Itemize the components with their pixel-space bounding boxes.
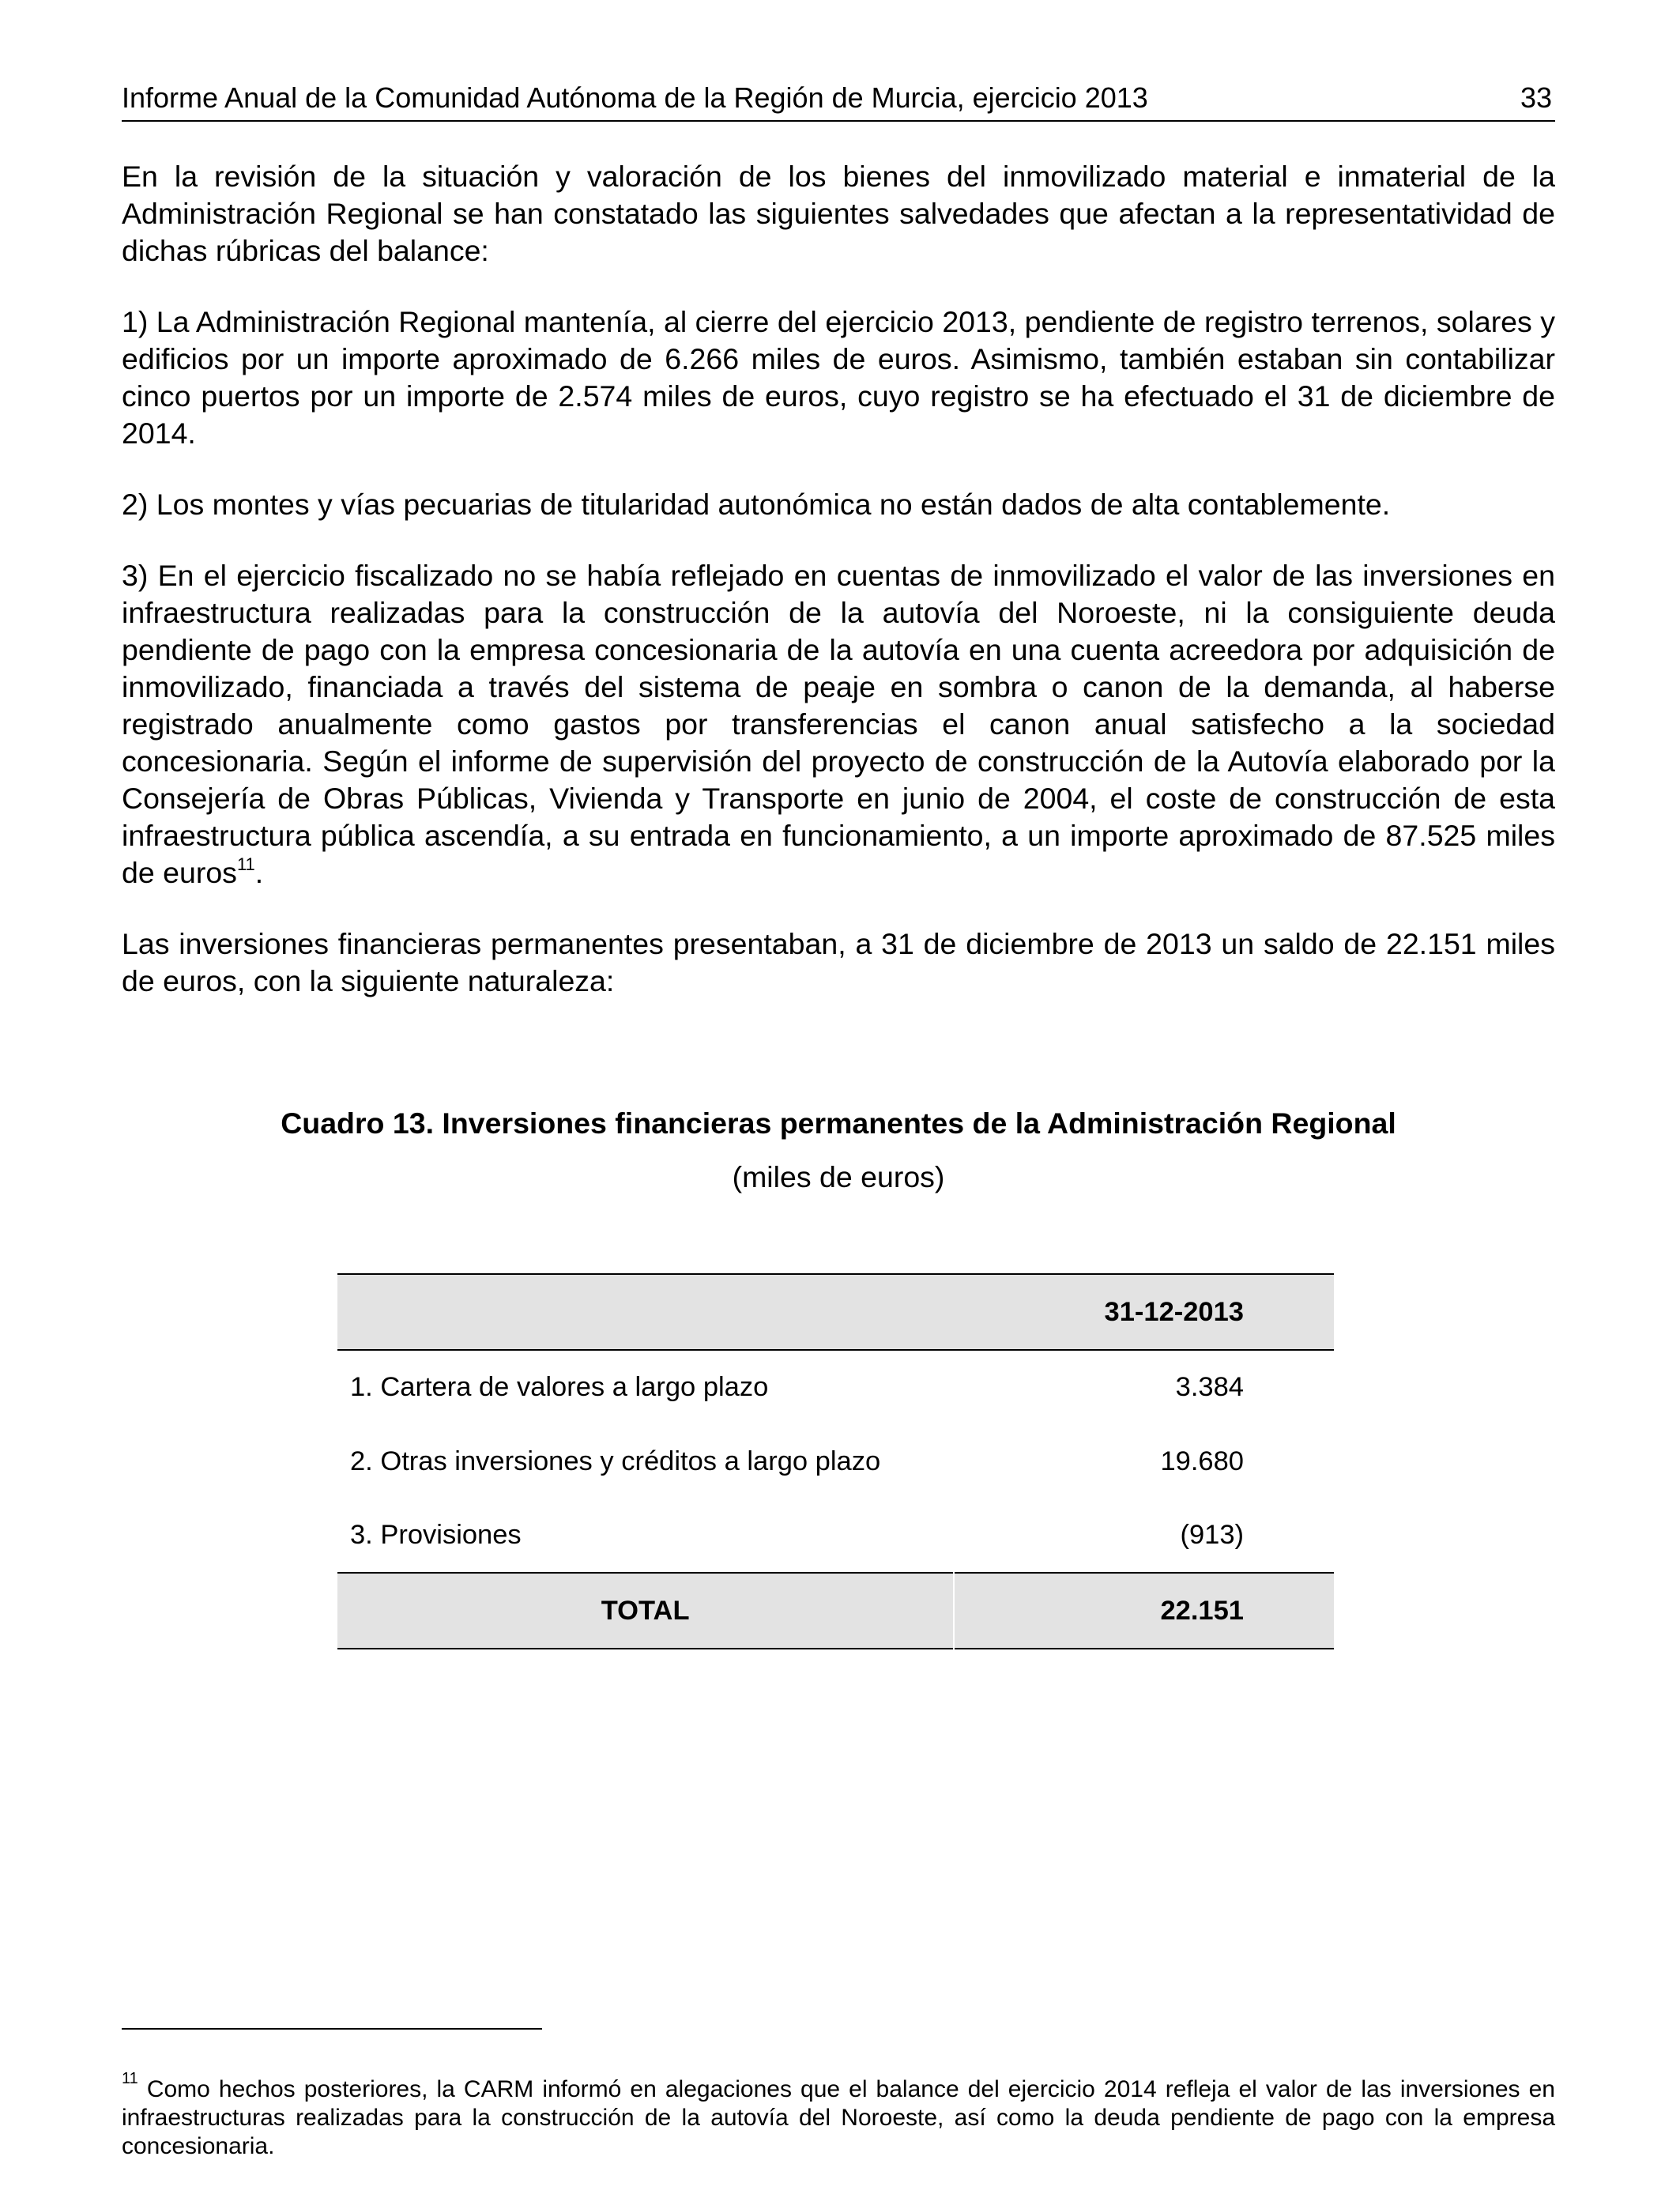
paragraph-4	[122, 557, 1555, 892]
row-label: 3. Provisiones	[350, 1520, 522, 1550]
investments-table	[337, 1273, 1334, 1649]
paragraph-4-end: .	[254, 856, 264, 889]
footnote	[122, 2070, 1555, 2161]
footnote-number: 11	[122, 2070, 138, 2087]
table-total-row	[337, 1573, 1334, 1649]
paragraph-4-text: 3) En el ejercicio fiscalizado no se había reflejado en cuentas de inmovilizado el valor de las inversiones en infraestructura realizadas para la construcción de la autovía del Noroeste, ni la consiguiente deuda pendiente de pago con la empresa concesionaria de la autovía en una cuenta acreedora por adquisición de inmovilizado, financiada a través del sistema de peaje en sombra o canon de la demanda, al haberse registrado anualmente como gastos por transferencias el canon anual satisfecho a la sociedad concesionaria. Según el informe de supervisión del proyecto de construcción de la Autovía elaborado por la Consejería de Obras Públicas, Vivienda y Transporte en junio de 2004, el coste de construcción de esta infraestructura pública ascendía, a su entrada en funcionamiento, a un importe aproximado de 87.525 miles de euros	[122, 559, 1555, 889]
footnote-reference[interactable]: 11	[236, 854, 255, 874]
paragraph-5: Las inversiones financieras permanentes presentaban, a 31 de diciembre de 2013 un saldo de 22.151 miles de euros, con la siguiente naturaleza:	[122, 927, 1555, 997]
header-title: Informe Anual de la Comunidad Autónoma de la Región de Murcia, ejercicio 2013	[122, 81, 1148, 114]
total-label: TOTAL	[337, 1573, 954, 1649]
page-number: 33	[1520, 81, 1552, 114]
running-header	[122, 76, 1555, 122]
table-row	[337, 1424, 1334, 1498]
table-header-row	[337, 1274, 1334, 1350]
row-label: 2. Otras inversiones y créditos a largo plazo	[350, 1446, 881, 1476]
paragraph-1: En la revisión de la situación y valoración de los bienes del inmovilizado material e inmaterial de la Administración Regional se han constatado las siguientes salvedades que afectan a la representatividad de dichas rúbricas del balance:	[122, 160, 1555, 267]
body-text	[122, 158, 1555, 1034]
row-label: 1. Cartera de valores a largo plazo	[350, 1372, 769, 1402]
row-value: 19.680	[1160, 1446, 1244, 1476]
paragraph-2: 1) La Administración Regional mantenía, al cierre del ejercicio 2013, pendiente de registro terrenos, solares y edificios por un importe aproximado de 6.266 miles de euros. Asimismo, también estaban sin contabilizar cinco puertos por un importe de 2.574 miles de euros, cuyo registro se ha efectuado el 31 de diciembre de 2014.	[122, 305, 1555, 450]
footnote-text: Como hechos posteriores, la CARM informó en alegaciones que el balance del ejercicio 2014 refleja el valor de las inversiones en infraestructuras realizadas para la construcción de la autovía del Noroeste, así como la deuda pendiente de pago con la empresa concesionaria.	[122, 2076, 1555, 2159]
row-value: 3.384	[1175, 1372, 1244, 1402]
document-page	[122, 0, 1555, 2194]
table-title: Cuadro 13. Inversiones financieras permanentes de la Administración Regional	[281, 1106, 1396, 1140]
table-subtitle: (miles de euros)	[732, 1160, 945, 1193]
header-date-cell: 31-12-2013	[1104, 1296, 1244, 1327]
table-row	[337, 1350, 1334, 1424]
header-label-cell	[337, 1274, 954, 1350]
table-row	[337, 1498, 1334, 1573]
total-value: 22.151	[1160, 1595, 1244, 1626]
footnote-separator	[122, 2028, 542, 2030]
row-value: (913)	[1180, 1520, 1244, 1550]
table-caption	[122, 1103, 1555, 1197]
paragraph-3: 2) Los montes y vías pecuarias de titularidad autonómica no están dados de alta contablemente.	[122, 488, 1391, 521]
